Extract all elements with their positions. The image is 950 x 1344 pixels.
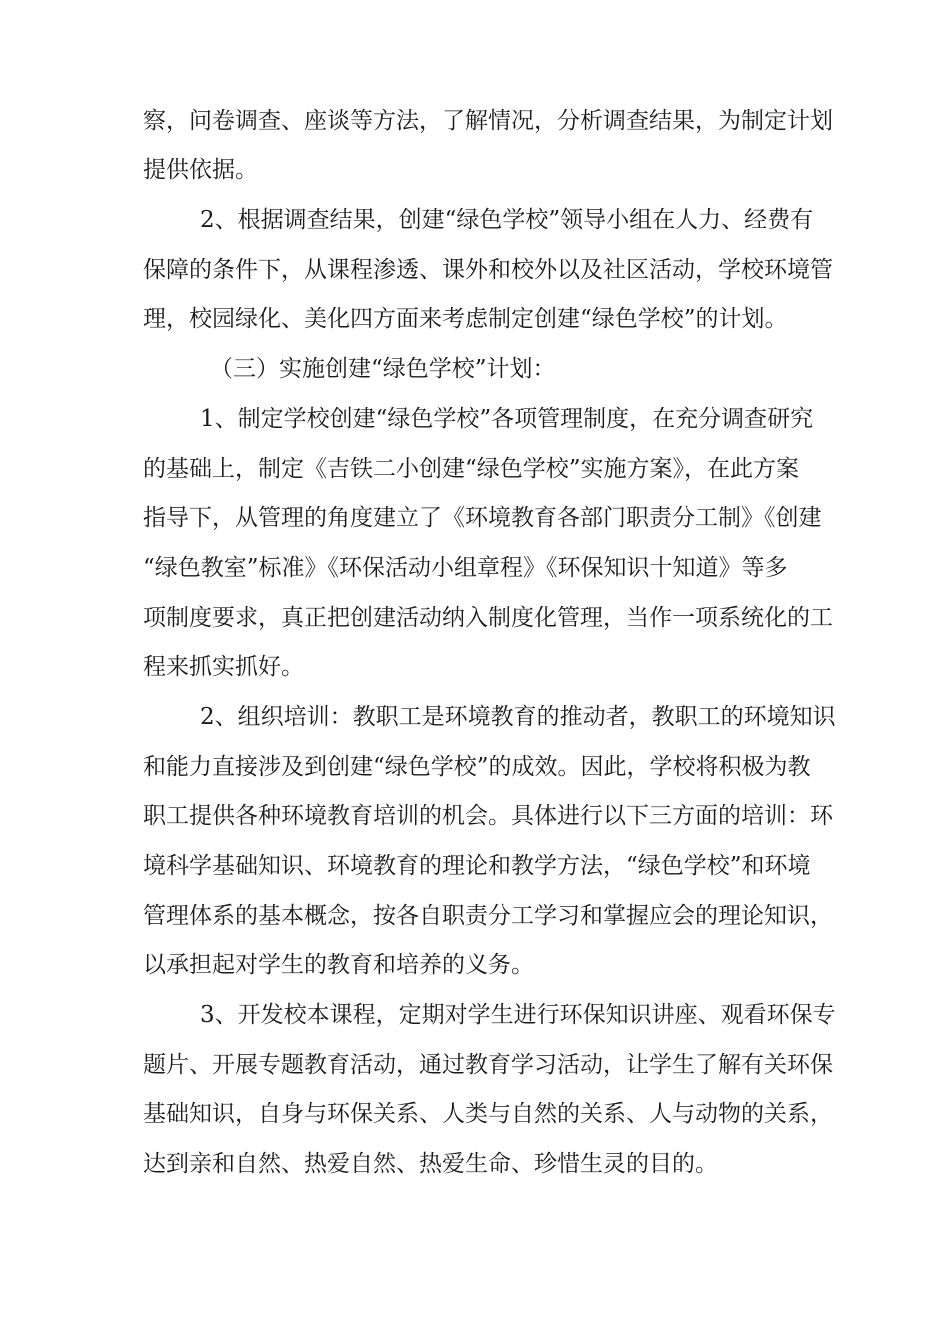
text-line: 程来抓实抓好。 [143,654,304,680]
text-line: 2、根据调查结果，创建“绿色学校”领导小组在人力、经费有 [200,207,814,233]
text-line: 提供依据。 [143,157,258,183]
text-line: 理，校园绿化、美化四方面来考虑制定创建“绿色学校”的计划。 [143,306,788,332]
text-line: 的基础上，制定《吉铁二小创建“绿色学校”实施方案》，在此方案 [143,456,800,482]
text-line: 指导下，从管理的角度建立了《环境教育各部门职责分工制》《创建 [143,505,822,531]
text-line: 1、制定学校创建“绿色学校”各项管理制度，在充分调查研究 [200,406,814,432]
text-line: 基础知识，自身与环保关系、人类与自然的关系、人与动物的关系， [143,1101,833,1127]
text-line: 3、开发校本课程，定期对学生进行环保知识讲座、观看环保专 [200,1002,836,1028]
text-line: 题片、开展专题教育活动，通过教育学习活动，让学生了解有关环保 [143,1052,833,1078]
text-line: “绿色教室”标准》《环保活动小组章程》《环保知识十知道》等多 [143,555,788,581]
text-line: 2、组织培训：教职工是环境教育的推动者，教职工的环境知识 [200,704,836,730]
text-line: 管理体系的基本概念，按各自职责分工学习和掌握应会的理论知识， [143,903,833,929]
text-line: 项制度要求，真正把创建活动纳入制度化管理，当作一项系统化的工 [143,605,833,631]
text-line: 察，问卷调查、座谈等方法，了解情况，分析调查结果，为制定计划 [143,108,833,134]
text-line: 以承担起对学生的教育和培养的义务。 [143,952,534,978]
text-line: 职工提供各种环境教育培训的机会。具体进行以下三方面的培训：环 [143,803,833,829]
text-line: 和能力直接涉及到创建“绿色学校”的成效。因此，学校将积极为教 [143,754,811,780]
text-line: 境科学基础知识、环境教育的理论和教学方法，“绿色学校”和环境 [143,853,811,879]
text-line: 保障的条件下，从课程渗透、课外和校外以及社区活动，学校环境管 [143,257,833,283]
section-heading: （三）实施创建“绿色学校”计划： [210,356,556,382]
text-line: 达到亲和自然、热爱自然、热爱生命、珍惜生灵的目的。 [143,1151,718,1177]
